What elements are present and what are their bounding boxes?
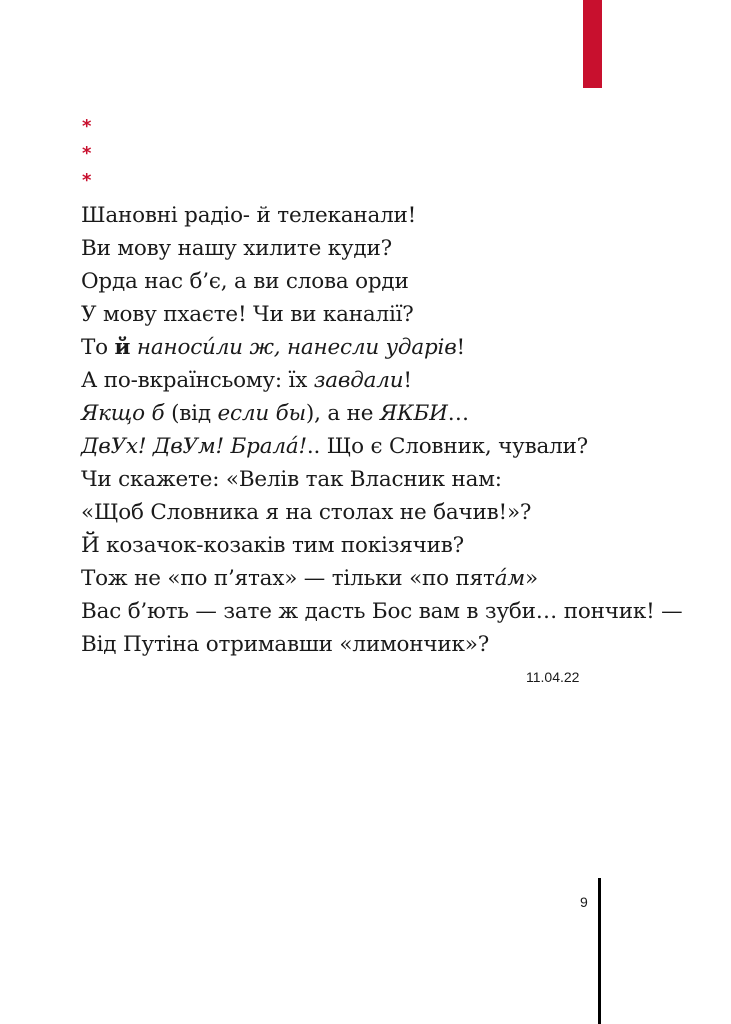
- poem-line: [81, 463, 681, 496]
- poem-line-text: Тож не «по п’ятах» — тільки «по пят: [81, 566, 495, 591]
- poem-line-text: й: [114, 335, 131, 360]
- poem-line: [81, 430, 681, 463]
- red-accent-bar: [583, 0, 602, 88]
- page-number: 9: [580, 894, 588, 910]
- poem-line: [81, 364, 681, 397]
- poem-line-emphasis: Якщо б: [81, 401, 165, 426]
- poem-line-text: Ви мову нашу хилите куди?: [81, 236, 392, 261]
- poem-line: [81, 628, 681, 661]
- page-margin-rule: [598, 878, 601, 1024]
- poem-line: [81, 397, 681, 430]
- poem-line: [81, 562, 681, 595]
- poem-line-emphasis: áм: [494, 566, 525, 591]
- poem-line: [81, 529, 681, 562]
- poem-line-text: »: [524, 566, 538, 591]
- poem-line-emphasis: ДвУх! ДвУм! Бралá!: [81, 434, 307, 459]
- poem-line: [81, 298, 681, 331]
- poem-line: [81, 595, 681, 628]
- poem-line-text: Чи скажете: «Велів так Власник нам:: [81, 467, 502, 492]
- poem-line: [81, 496, 681, 529]
- separator-asterisk: *: [82, 170, 92, 191]
- poem-line-emphasis: если бы: [217, 401, 306, 426]
- poem-line-text: У мову пхаєте! Чи ви каналії?: [81, 302, 414, 327]
- poem-body: [81, 199, 681, 661]
- separator-asterisk: *: [82, 116, 92, 137]
- poem-line-text: !: [403, 368, 412, 393]
- poem-line-text: Від Путіна отримавши «лимончик»?: [81, 632, 490, 657]
- poem-line-text: Й козачок-козаків тим покізячив?: [81, 533, 464, 558]
- poem-line: [81, 265, 681, 298]
- poem-line-text: «Щоб Словника я на столах не бачив!»?: [81, 500, 532, 525]
- section-separator: [82, 113, 91, 194]
- poem-line: [81, 232, 681, 265]
- poem-line-text: Вас б’ють — зате ж дасть Бос вам в зуби… пончик! —: [81, 599, 683, 624]
- poem-line-emphasis: ЯКБИ: [379, 401, 448, 426]
- poem-line-text: (від: [164, 401, 218, 426]
- separator-asterisk: *: [82, 143, 92, 164]
- poem-line-text: А по-вкраїнсьому: їх: [81, 368, 314, 393]
- poem-line-text: Шановні радіо- й телеканали!: [81, 203, 417, 228]
- poem-line-emphasis: наносúли ж, нанесли ударів: [130, 335, 457, 360]
- poem-date: 11.04.22: [526, 669, 580, 685]
- poem-line-text: !: [456, 335, 465, 360]
- poem-line-text: Орда нас б’є, а ви слова орди: [81, 269, 409, 294]
- poem-line: [81, 199, 681, 232]
- poem-line-text: То: [81, 335, 115, 360]
- poem-line-text: …: [447, 401, 469, 426]
- poem-line: [81, 331, 681, 364]
- poem-line-text: ), а не: [305, 401, 380, 426]
- poem-line-text: .. Що є Словник, чували?: [306, 434, 589, 459]
- poem-line-emphasis: завдали: [313, 368, 404, 393]
